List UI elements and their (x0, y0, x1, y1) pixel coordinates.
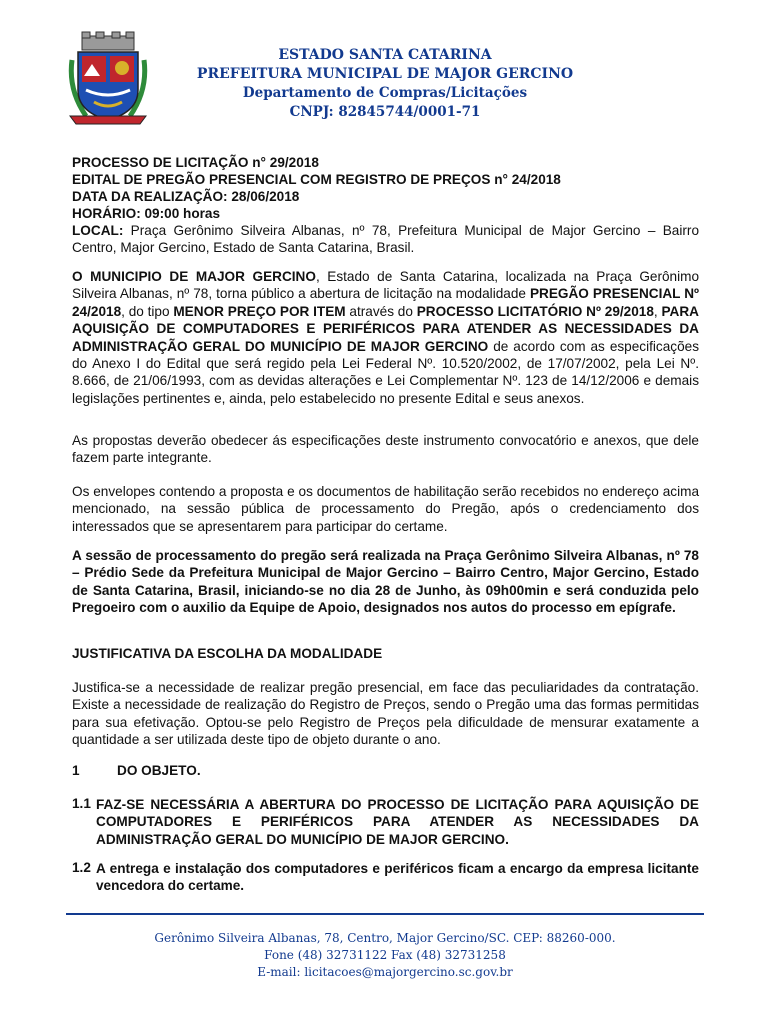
section-number: 1 (72, 763, 80, 778)
item-1-1-text: FAZ-SE NECESSÁRIA A ABERTURA DO PROCESSO DE LICITAÇÃO PARA AQUISIÇÃO DE COMPUTADORES E PERIFÉRICOS PARA ATENDER AS NECESSIDADES DA ADMINISTRAÇÃO GERAL DO MUNICÍPIO DE MAJOR GERCINO. (96, 797, 699, 847)
intro-text-5: de acordo com as especificações do Anexo I do Edital que será regido pela Lei Federal Nº. 10.520/2002, de 17/07/2002, pela Lei Nº. 8.666, de 21/06/1993, com as devidas alterações e Lei Complementar Nº. 123 de 14/12/2006 e demais legislações pertinentes e, ainda, pelo estabelecido no presente Edital e seus anexos. (72, 338, 699, 406)
item-1-2-text: A entrega e instalação dos computadores e periféricos ficam a encargo da empresa licitante vencedora do certame. (96, 861, 699, 894)
header-prefecture: PREFEITURA MUNICIPAL DE MAJOR GERCINO (196, 66, 574, 82)
item-1-1-number: 1.1 (72, 796, 91, 811)
process-ref: PROCESSO LICITATÓRIO Nº 29/2018 (416, 303, 654, 319)
footer-phone: Fone (48) 32731122 Fax (48) 32731258 (264, 948, 506, 962)
edital-number: EDITAL DE PREGÃO PRESENCIAL COM REGISTRO DE PREÇOS n° 24/2018 (72, 172, 561, 187)
modality: PREGÃO PRESENCIAL Nº 24/2018 (72, 286, 700, 319)
intro-text-1: , Estado de Santa Catarina, localizada na Praça Gerônimo Silveira Albanas, nº 78, torna público a abertura de licitação na modalidade (72, 269, 700, 302)
realization-time: HORÁRIO: 09:00 horas (72, 206, 221, 221)
footer-email: E-mail: licitacoes@majorgercino.sc.gov.br (257, 965, 513, 979)
process-number: PROCESSO DE LICITAÇÃO n° 29/2018 (72, 155, 319, 170)
justification-heading: JUSTIFICATIVA DA ESCOLHA DA MODALIDADE (72, 646, 383, 661)
justification-paragraph: Justifica-se a necessidade de realizar pregão presencial, em face das peculiaridades da contratação. Existe a necessidade de realização do Registro de Preços, sendo o Pregão uma das formas permitidas para sua efetivação. Optou-se pelo Registro de Preços pela dificuldade de mensurar exatamente a quantidade a ser utilizada deste tipo de objeto durante o ano. (72, 680, 699, 748)
realization-date: DATA DA REALIZAÇÃO: 28/06/2018 (72, 189, 300, 204)
location-text: Praça Gerônimo Silveira Albanas, nº 78, Prefeitura Municipal de Major Gercino – Bairro Centro, Major Gercino, Estado de Santa Catarina, Brasil. (72, 223, 699, 256)
envelopes-paragraph: Os envelopes contendo a proposta e os documentos de habilitação serão recebidos no endereço acima mencionado, na sessão pública de processamento do Pregão, após o credenciamento dos interessados que se apresentarem para participar do certame. (72, 484, 699, 534)
object-summary: PARA AQUISIÇÃO DE COMPUTADORES E PERIFÉRICOS PARA ATENDER AS NECESSIDADES DA ADMINISTRAÇÃO GERAL DO MUNICÍPIO DE MAJOR GERCINO (72, 303, 699, 354)
intro-paragraph (72, 268, 699, 407)
municipality-name: O MUNICIPIO DE MAJOR GERCINO (72, 269, 316, 284)
intro-text-4: , (653, 303, 662, 319)
footer-address: Gerônimo Silveira Albanas, 78, Centro, Major Gercino/SC. CEP: 88260-000. (154, 931, 616, 945)
header-state: ESTADO SANTA CATARINA (278, 47, 492, 63)
location-label: LOCAL: (72, 223, 124, 238)
type: MENOR PREÇO POR ITEM (173, 303, 346, 319)
proposals-paragraph: As propostas deverão obedecer ás especificações deste instrumento convocatório e anexos, que dele fazem parte integrante. (72, 433, 699, 466)
header-cnpj: CNPJ: 82845744/0001-71 (289, 104, 481, 120)
coat-of-arms-icon (66, 30, 150, 126)
intro-text-2: , do tipo (121, 303, 174, 319)
footer-divider (66, 913, 704, 915)
item-1-2-number: 1.2 (72, 860, 91, 875)
session-paragraph: A sessão de processamento do pregão será realizada na Praça Gerônimo Silveira Albanas, nº 78 – Prédio Sede da Prefeitura Municipal de Major Gercino – Bairro Centro, Major Gercino, Estado de Santa Catarina, Brasil, iniciando-se no dia 28 de Junho, às 09h00min e será conduzida pelo Pregoeiro com o auxilio da Equipe de Apoio, designados nos autos do processo em epígrafe. (72, 548, 699, 616)
location-paragraph (72, 222, 699, 257)
header-department: Departamento de Compras/Licitações (242, 85, 528, 101)
section-title: DO OBJETO. (117, 763, 201, 778)
intro-text-3: através do (345, 303, 417, 319)
